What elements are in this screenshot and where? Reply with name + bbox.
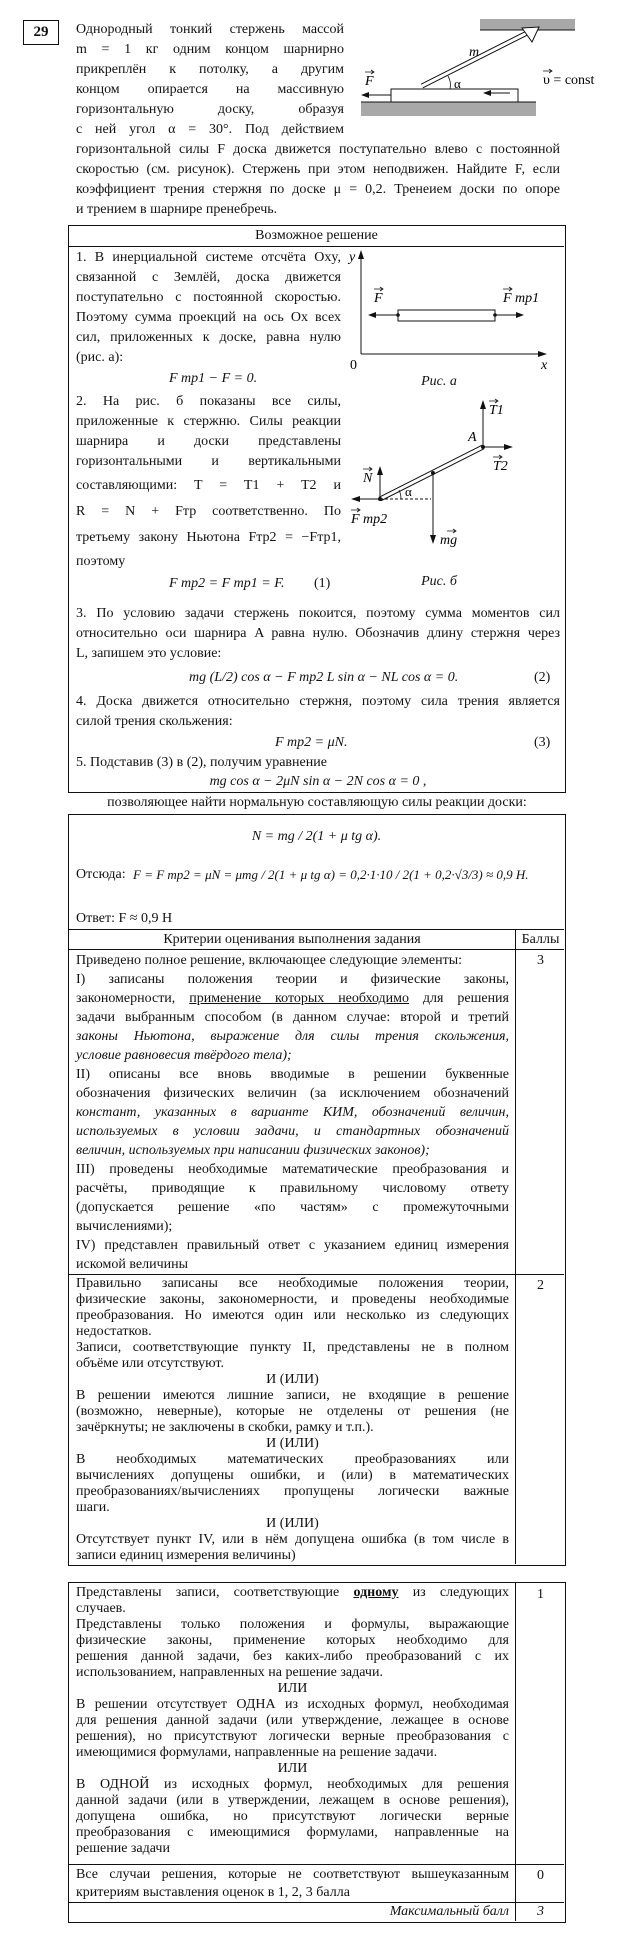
force-t1-arrowhead <box>480 400 486 409</box>
score-3: 3 <box>537 953 544 968</box>
application-point <box>493 313 497 317</box>
criteria-line: недостатков. <box>76 1324 152 1339</box>
criteria-line: преобразования. Но имеются один или несколько из следующих <box>76 1308 509 1323</box>
equation-4: mg cos α − 2μN sin α − 2N cos α = 0 , <box>209 774 427 789</box>
criteria-line: условие равновесия твёрдого тела); <box>76 1048 292 1063</box>
criteria-line: В ОДНОЙ из исходных формул, необходимых для решения <box>76 1777 509 1792</box>
step2-line: поэтому <box>76 554 126 569</box>
label-v-const: υ = const <box>543 73 595 88</box>
board-rect <box>398 310 495 321</box>
center-of-mass <box>431 471 435 475</box>
criteria-line: II) описаны все вновь вводимые в решении буквенные <box>76 1067 509 1082</box>
criteria-line: В решении имеются лишние записи, не входящие в решение <box>76 1388 509 1403</box>
figure-b <box>351 396 559 568</box>
step2-line: составляющими: T = T1 + T2 и <box>76 478 341 493</box>
criteria-line: обозначения физических величин (за исключением обозначений <box>76 1086 509 1101</box>
criteria-line: Представлены записи, соответствующие одному из следующих <box>76 1585 510 1600</box>
criteria-line: IV) представлен правильный ответ с указанием единиц измерения <box>76 1238 509 1253</box>
step1-line: 1. В инерциальной системе отсчёта Oxy, <box>76 250 341 265</box>
figure-a-caption: Рис. а <box>421 374 457 389</box>
force-t2-arrowhead <box>504 444 513 450</box>
label-ftr2: F тр2 <box>351 512 388 527</box>
max-score-value: 3 <box>537 1904 544 1919</box>
step1-line: Поэтому сумма проекций на ось Ox всех <box>76 310 341 325</box>
criteria-line: Представлены только положения и формулы, выражающие <box>76 1617 509 1632</box>
answer: Ответ: F ≈ 0,9 Н <box>76 911 173 926</box>
score-header: Баллы <box>521 932 560 947</box>
criteria-separator: И (ИЛИ) <box>266 1372 319 1387</box>
problem-text-line: скоростью (см. рисунок). Стержень при этом неподвижен. Найдите F, если <box>76 162 560 177</box>
label-a: A <box>468 430 477 445</box>
problem-text-line: горизонтальную доску, образуя <box>76 102 344 117</box>
criteria-line: шаги. <box>76 1500 110 1515</box>
criteria-line: физические законы, применение которых необходимо для <box>76 1633 509 1648</box>
step1-line: поступательно с постоянной скоростью. <box>76 290 341 305</box>
hinge-point-a <box>481 445 485 449</box>
force-f-arrowhead <box>361 92 369 98</box>
emphasis: одному <box>353 1585 399 1600</box>
problem-number: 29 <box>23 20 59 45</box>
criteria-line: величин, используемых при написании физических законов); <box>76 1143 430 1158</box>
step3-line: L, запишем это условие: <box>76 646 222 661</box>
problem-text-line: коэффициент трения стержня по доске μ = 0,2. Тренеием доски по опоре <box>76 182 560 197</box>
step1-line: связанной с Землёй, доска движется <box>76 270 341 285</box>
criteria-line: Отсутствует пункт IV, или в нём допущена ошибка (в том числе в <box>76 1532 509 1547</box>
criteria-line: В решении отсутствует ОДНА из исходных формул, необходимая <box>76 1697 509 1712</box>
step2-line: приложенные к стержню. Силы реакции <box>76 414 341 429</box>
criteria-line: решения данной задачи, без каких-либо преобразований с их <box>76 1649 509 1664</box>
force-ftr2-arrowhead <box>351 496 360 502</box>
step3-line: относительно оси шарнира A равна нулю. Обозначив длину стержня через <box>76 626 560 641</box>
label-t2: T2 <box>493 459 508 474</box>
step4-line: силой трения скольжения: <box>76 714 233 729</box>
criteria-line: решение задачи <box>76 1841 170 1856</box>
criteria-line: законы Ньютона, выражение для силы трения скольжения, <box>76 1029 509 1044</box>
equation-1-number: (1) <box>314 576 331 591</box>
label-n: N <box>363 471 373 486</box>
score-column-divider <box>515 929 516 1564</box>
criteria-line: объёме или отсутствуют. <box>76 1356 224 1371</box>
criteria-line: (возможно, неверные), которые не отделены от решения (не <box>76 1404 509 1419</box>
label-t1: T1 <box>489 403 504 418</box>
criteria-line: зачёркнуты; не заключены в скобки, рамку и т.п.). <box>76 1420 374 1435</box>
criteria-line: имеющимися формулами, направленные на решение задачи. <box>76 1745 438 1760</box>
equation-0: F тр1 − F = 0. <box>169 371 258 386</box>
max-score-label: Максимальный балл <box>389 1904 509 1919</box>
problem-text-line: с ней угол α = 30°. Под действием <box>76 122 344 137</box>
criteria-line: данной задачи (или в утверждении, лежащем в основе решения), <box>76 1793 509 1808</box>
step2-line: 2. На рис. б показаны все силы, <box>76 394 341 409</box>
label-mg: mg <box>440 533 458 548</box>
label-m: m <box>469 45 480 60</box>
label-f: F <box>374 291 383 306</box>
problem-text-line: прикреплён к потолку, а другим <box>76 62 344 77</box>
problem-figure <box>355 12 630 124</box>
criteria-line: Приведено полное решение, включающее следующие элементы: <box>76 953 463 968</box>
step3-line: 3. По условию задачи стержень покоится, поэтому сумма моментов сил <box>76 606 560 621</box>
criteria-line: расчёты, приводящие к правильному числовому ответу <box>76 1181 509 1196</box>
equation-2-number: (2) <box>534 670 551 685</box>
criteria-line: преобразования с имеющимися формулами, направленные на <box>76 1825 509 1840</box>
score-0: 0 <box>537 1868 544 1883</box>
criteria-line: допущена ошибка, но присутствуют логически верные <box>76 1809 509 1824</box>
criteria-line: используемых в условии задачи, и стандартных обозначений <box>76 1124 509 1139</box>
problem-text-line: m = 1 кг одним концом шарнирно <box>76 42 344 57</box>
force-mg-arrowhead <box>430 535 436 544</box>
equation-1: F тр2 = F тр1 = F. <box>169 576 285 591</box>
origin-label: 0 <box>350 358 357 373</box>
problem-text-line: горизонтальной силы F доска движется поступательно влево с постоянной <box>76 142 560 157</box>
criteria-line: В необходимых математических преобразованиях или <box>76 1452 509 1467</box>
criteria-box-1 <box>68 814 566 1566</box>
force-ftr1-arrowhead <box>516 312 524 318</box>
label-ftr1: F тр1 <box>503 291 540 306</box>
step1-line: сил, приложенных к доске, равна нулю <box>76 330 341 345</box>
angle-arc <box>448 76 450 89</box>
label-f: F <box>365 74 374 89</box>
table-divider <box>69 949 564 950</box>
label-alpha: α <box>454 76 461 91</box>
angle-arc <box>399 490 401 499</box>
equation-3-number: (3) <box>534 735 551 750</box>
step2-line: горизонтальными и вертикальными <box>76 454 341 469</box>
criteria-line: Правильно записаны все необходимые положения теории, <box>76 1276 509 1291</box>
criteria-header: Критерии оценивания выполнения задания <box>163 932 421 947</box>
criteria-separator: ИЛИ <box>277 1761 308 1776</box>
criteria-line: использованием, направленных на решение задачи. <box>76 1665 383 1680</box>
problem-text-line: концом опирается на массивную <box>76 82 344 97</box>
problem-text-line: и трением в шарнире пренебречь. <box>76 202 278 217</box>
step2-line: шарнира и доски представлены <box>76 434 341 449</box>
axis-x-label: x <box>541 358 548 373</box>
criteria-line: искомой величины <box>76 1257 189 1272</box>
score-1: 1 <box>537 1587 544 1602</box>
step1-line: (рис. а): <box>76 350 124 365</box>
figure-a <box>349 248 559 373</box>
emphasis: применение которых необходимо <box>189 991 410 1006</box>
force-n-arrowhead <box>377 466 383 475</box>
criteria-line: критериям выставления оценок в 1, 2, 3 балла <box>76 1885 350 1900</box>
contact-point <box>378 497 382 501</box>
score-2: 2 <box>537 1278 544 1293</box>
criteria-line: III) проведены необходимые математические преобразования и <box>76 1162 509 1177</box>
solution-header: Возможное решение <box>69 226 564 247</box>
step2-line: третьему закону Ньютона Fтр2 = −Fтр1, <box>76 530 341 545</box>
equation-6: F = F тр2 = μN = μmg / 2(1 + μ tg α) = 0,2·1·10 / 2(1 + 0,2·√3/3) ≈ 0,9 Н. <box>133 867 529 882</box>
step4-line: 4. Доска движется относительно стержня, поэтому сила трения является <box>76 694 560 709</box>
criteria-line: записи единиц измерения величины) <box>76 1548 296 1563</box>
criteria-line: Записи, соответствующие пункту II, представлены не в полном <box>76 1340 509 1355</box>
criteria-line: для решения данной задачи (или утверждение, лежащее в основе <box>76 1713 509 1728</box>
criteria-line: физические законы, закономерности, и проведены необходимые <box>76 1292 509 1307</box>
x-axis-arrowhead <box>538 351 547 357</box>
criteria-line: случаев. <box>76 1601 126 1616</box>
criteria-line: закономерности, применение которых необходимо для решения <box>76 991 509 1006</box>
problem-text-line: Однородный тонкий стержень массой <box>76 22 344 37</box>
criteria-line: I) записаны положения теории и физические законы, <box>76 972 509 987</box>
score-column-divider <box>515 1583 516 1921</box>
criteria-line: вычислениями); <box>76 1219 173 1234</box>
result-prefix: Отсюда: <box>76 867 126 882</box>
force-f-arrowhead <box>368 312 376 318</box>
criteria-separator: ИЛИ <box>277 1681 308 1696</box>
label-alpha: α <box>405 484 412 499</box>
criteria-box-2 <box>68 1582 566 1923</box>
criteria-line: решения), но присутствуют логически верные преобразования с <box>76 1729 509 1744</box>
step5-tail: позволяющее найти нормальную составляющую силы реакции доски: <box>107 795 527 810</box>
table-divider <box>69 1274 564 1275</box>
criteria-line: вычислениях допущены ошибки, и (или) в математических <box>76 1468 509 1483</box>
step2-line: R = N + Fтр соответственно. По <box>76 504 341 519</box>
equation-2: mg (L/2) cos α − F тр2 L sin α − NL cos α = 0. <box>189 670 459 685</box>
criteria-separator: И (ИЛИ) <box>266 1516 319 1531</box>
equation-5: N = mg / 2(1 + μ tg α). <box>251 829 382 844</box>
application-point <box>396 313 400 317</box>
criteria-line: преобразованиях/вычислениях пропущены логически важные <box>76 1484 509 1499</box>
criteria-line: Все случаи решения, которые не соответствуют вышеуказанным <box>76 1867 509 1882</box>
criteria-line: констант, указанных в варианте КИМ, обозначений величин, <box>76 1105 509 1120</box>
criteria-separator: И (ИЛИ) <box>266 1436 319 1451</box>
solution-box <box>68 225 566 793</box>
y-axis-arrowhead <box>358 250 364 259</box>
figure-b-caption: Рис. б <box>421 574 457 589</box>
criteria-line: (допускается решение «по частям» с промежуточными <box>76 1200 509 1215</box>
floor <box>361 102 536 116</box>
equation-3: F тр2 = μN. <box>275 735 348 750</box>
axis-y-label: y <box>349 250 356 265</box>
step5-line: 5. Подставив (3) в (2), получим уравнение <box>76 755 327 770</box>
criteria-line: задачи выбранным способом (в данном случае: второй и третий <box>76 1010 509 1025</box>
table-divider <box>69 1864 564 1865</box>
